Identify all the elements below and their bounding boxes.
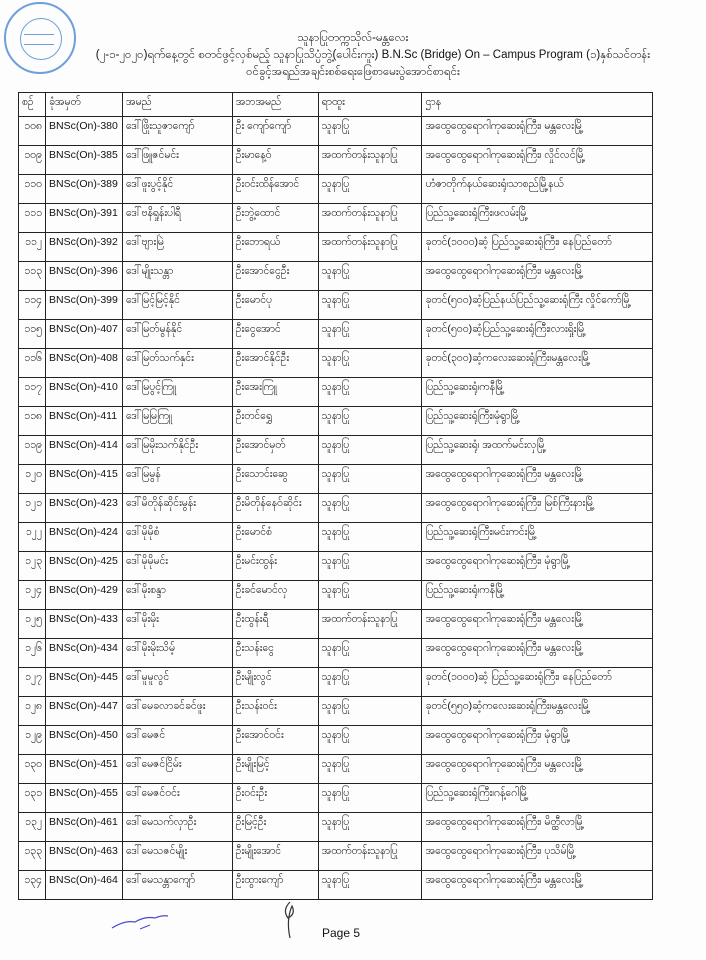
father-name: ဦးဘွဲ့ထောင်: [232, 204, 318, 233]
roll-number: BNSc(On)-463: [45, 842, 122, 871]
column-header-department: ဌာန: [422, 93, 653, 117]
table-row: [19, 552, 653, 581]
department: ပြည်သူ့ဆေးရုံကြီး၊ဖလမ်းမြို့: [422, 204, 653, 233]
table-row: [19, 581, 653, 610]
student-name: ဒေါ်ဗနိရှုန်းပါရီ: [122, 204, 232, 233]
student-name: ဒေါ်မေသက်လှာဦး: [122, 813, 232, 842]
row-number: ၁၃၂: [19, 813, 46, 842]
father-name: ဦးအေးကြူ: [232, 378, 318, 407]
results-table: [18, 92, 653, 900]
student-name: ဒေါ်မိုမိုမင်း: [122, 552, 232, 581]
table-row: [19, 204, 653, 233]
row-number: ၁၂၀: [19, 465, 46, 494]
roll-number: BNSc(On)-415: [45, 465, 122, 494]
row-number: ၁၃၁: [19, 784, 46, 813]
roll-number: BNSc(On)-424: [45, 523, 122, 552]
roll-number: BNSc(On)-451: [45, 755, 122, 784]
column-header-father-name: အဘအမည်: [232, 93, 318, 117]
row-number: ၁၂၈: [19, 697, 46, 726]
signature-center: [280, 900, 300, 940]
roll-number: BNSc(On)-399: [45, 291, 122, 320]
department: ပြည်သူ့ဆေးရုံ၊ကနီမြို့: [422, 581, 653, 610]
table-row: [19, 668, 653, 697]
position: သူနာပြု: [318, 465, 422, 494]
student-name: ဒေါ်မေခလာခင်ခင်ဖူး: [122, 697, 232, 726]
position: သူနာပြု: [318, 552, 422, 581]
student-name: ဒေါ်မြမွန်: [122, 465, 232, 494]
student-name: ဒေါ်မေဇင်: [122, 726, 232, 755]
column-header-no: စဉ်: [19, 93, 46, 117]
row-number: ၁၃၀: [19, 755, 46, 784]
table-header-row: [19, 93, 653, 117]
position: သူနာပြု: [318, 639, 422, 668]
roll-number: BNSc(On)-391: [45, 204, 122, 233]
table-row: [19, 842, 653, 871]
student-name: ဒေါ်မိုးမိုး: [122, 610, 232, 639]
table-row: [19, 146, 653, 175]
father-name: ဦးဘောရယ်: [232, 233, 318, 262]
student-name: ဒေါ်မြပွင့်ကြူ: [122, 378, 232, 407]
row-number: ၁၀၉: [19, 146, 46, 175]
department: အထွေထွေရောဂါကုဆေးရုံကြီး၊ မန္တလေးမြို့: [422, 639, 653, 668]
row-number: ၁၁၉: [19, 436, 46, 465]
position: သူနာပြု: [318, 726, 422, 755]
father-name: ဦးဝင်းထိန်အောင်: [232, 175, 318, 204]
roll-number: BNSc(On)-447: [45, 697, 122, 726]
department: ခုတင်(၅၀၀)ဆံ့ပြည်နယ်ပြည်သူ့ဆေးရုံကြီး လှိုင်ကော်မြို့: [422, 291, 653, 320]
position: သူနာပြု: [318, 436, 422, 465]
department: အထွေထွေရောဂါကုဆေးရုံကြီး၊ မန္တလေးမြို့: [422, 871, 653, 900]
table-row: [19, 320, 653, 349]
father-name: ဦးမျိုးလွင်: [232, 668, 318, 697]
department: အထွေထွေရောဂါကုဆေးရုံကြီး၊ မန္တလေးမြို့: [422, 117, 653, 146]
student-name: ဒေါ်မြတ်သက်နှင်း: [122, 349, 232, 378]
row-number: ၁၁၂: [19, 233, 46, 262]
table-row: [19, 117, 653, 146]
student-name: ဒေါ်မေသန္တာကျော်: [122, 871, 232, 900]
student-name: ဒေါ်မေဇင်ဝင်း: [122, 784, 232, 813]
father-name: ဦးထွားကျော်: [232, 871, 318, 900]
row-number: ၁၁၇: [19, 378, 46, 407]
position: သူနာပြု: [318, 349, 422, 378]
department: အထွေထွေရောဂါကုဆေးရုံကြီး၊ မန္တလေးမြို့: [422, 755, 653, 784]
roll-number: BNSc(On)-407: [45, 320, 122, 349]
signature-left: [110, 912, 170, 930]
student-name: ဒေါ်ဖြိုးသူဇာကျော်: [122, 117, 232, 146]
row-number: ၁၀၈: [19, 117, 46, 146]
student-name: ဒေါ်ဖြူဇင်မင်း: [122, 146, 232, 175]
father-name: ဦးသောင်းဆွေ: [232, 465, 318, 494]
department: ပြည်သူ့ဆေးရုံကြီး၊မုံရွာမြို့: [422, 407, 653, 436]
father-name: ဦးမင်းထွန်း: [232, 552, 318, 581]
position: သူနာပြု: [318, 581, 422, 610]
row-number: ၁၂၃: [19, 552, 46, 581]
position: သူနာပြု: [318, 407, 422, 436]
department: ပြည်သူ့ဆေးရုံကြီး၊မင်းကင်းမြို့: [422, 523, 653, 552]
department: အထွေထွေရောဂါကုဆေးရုံကြီး၊ မိတ္ထီလာမြို့: [422, 813, 653, 842]
position: သူနာပြု: [318, 523, 422, 552]
department: အထွေထွေရောဂါကုဆေးရုံကြီး၊ မန္တလေးမြို့: [422, 610, 653, 639]
student-name: ဒေါ်မေဇင်ငြိမ်း: [122, 755, 232, 784]
table-row: [19, 349, 653, 378]
roll-number: BNSc(On)-445: [45, 668, 122, 697]
row-number: ၁၂၁: [19, 494, 46, 523]
row-number: ၁၂၄: [19, 581, 46, 610]
table-row: [19, 175, 653, 204]
father-name: ဦးမာနေ့ဝ်: [232, 146, 318, 175]
father-name: ဦးမြင့်ဦး: [232, 813, 318, 842]
table-row: [19, 494, 653, 523]
department: ဟံဇာတိုက်နယ်ဆေးရုံ၊သာစည်မြို့နယ်: [422, 175, 653, 204]
position: သူနာပြု: [318, 262, 422, 291]
roll-number: BNSc(On)-385: [45, 146, 122, 175]
table-row: [19, 871, 653, 900]
row-number: ၁၃၄: [19, 871, 46, 900]
table-row: [19, 639, 653, 668]
position: အထက်တန်းသူနာပြု: [318, 610, 422, 639]
department: ခုတင်(၃၀၀)ဆံ့ကလေးဆေးရုံကြီး၊မန္တလေးမြို့: [422, 349, 653, 378]
row-number: ၁၁၄: [19, 291, 46, 320]
position: သူနာပြု: [318, 871, 422, 900]
table-row: [19, 465, 653, 494]
father-name: ဦးမိတိုန်နေဝ်ဆိုင်း: [232, 494, 318, 523]
column-header-roll-number: ခုံအမှတ်: [45, 93, 122, 117]
row-number: ၁၂၆: [19, 639, 46, 668]
position: သူနာပြု: [318, 755, 422, 784]
father-name: ဦးဝင်းဦး: [232, 784, 318, 813]
position: သူနာပြု: [318, 697, 422, 726]
position: အထက်တန်းသူနာပြု: [318, 204, 422, 233]
position: သူနာပြု: [318, 320, 422, 349]
student-name: ဒေါ်ဖူးပွင့်နိုင်: [122, 175, 232, 204]
table-row: [19, 407, 653, 436]
table-row: [19, 755, 653, 784]
row-number: ၁၁၀: [19, 175, 46, 204]
department: ခုတင်(၁၀၀၀)ဆံ့ ပြည်သူ့ဆေးရုံကြီး၊ နေပြည်တော်: [422, 233, 653, 262]
roll-number: BNSc(On)-455: [45, 784, 122, 813]
student-name: ဒေါ်မူမူလွင်: [122, 668, 232, 697]
department: အထွေထွေရောဂါကုဆေးရုံကြီး၊ မုံရွာမြို့: [422, 726, 653, 755]
student-name: ဒေါ်မိုးမိုးသိမ့်: [122, 639, 232, 668]
row-number: ၁၁၈: [19, 407, 46, 436]
department: အထွေထွေရောဂါကုဆေးရုံကြီး၊ မန္တလေးမြို့: [422, 262, 653, 291]
row-number: ၁၁၃: [19, 262, 46, 291]
table-row: [19, 436, 653, 465]
row-number: ၁၁၆: [19, 349, 46, 378]
roll-number: BNSc(On)-408: [45, 349, 122, 378]
table-row: [19, 697, 653, 726]
table-row: [19, 813, 653, 842]
row-number: ၁၂၇: [19, 668, 46, 697]
roll-number: BNSc(On)-461: [45, 813, 122, 842]
father-name: ဦးအောင်မှတ်: [232, 436, 318, 465]
father-name: ဦးငွေအောင်: [232, 320, 318, 349]
department: ပြည်သူ့ဆေးရုံ၊ အထက်မင်းလှမြို့: [422, 436, 653, 465]
department: အထွေထွေရောဂါကုဆေးရုံကြီး၊ မန္တလေးမြို့: [422, 465, 653, 494]
roll-number: BNSc(On)-396: [45, 262, 122, 291]
institution-title: သူနာပြုတက္ကသိုလ်-မန္တလေး: [297, 32, 409, 44]
father-name: ဦးမျိုးအောင်: [232, 842, 318, 871]
position: သူနာပြု: [318, 494, 422, 523]
roll-number: BNSc(On)-423: [45, 494, 122, 523]
roll-number: BNSc(On)-429: [45, 581, 122, 610]
student-name: ဒေါ်မြတ်မွန်နိုင်: [122, 320, 232, 349]
table-row: [19, 262, 653, 291]
father-name: ဦးခင်မောင်လှ: [232, 581, 318, 610]
position: သူနာပြု: [318, 291, 422, 320]
department: အထွေထွေရောဂါကုဆေးရုံကြီး၊ ပုသိမ်မြို့: [422, 842, 653, 871]
roll-number: BNSc(On)-392: [45, 233, 122, 262]
position: သူနာပြု: [318, 378, 422, 407]
student-name: ဒေါ်မိုးစန္ဒာ: [122, 581, 232, 610]
father-name: ဦးမျိုးမြင့်: [232, 755, 318, 784]
roll-number: BNSc(On)-411: [45, 407, 122, 436]
father-name: ဦးမောင်စံ: [232, 523, 318, 552]
row-number: ၁၃၃: [19, 842, 46, 871]
page-number: Page 5: [322, 926, 361, 940]
father-name: ဦးမောင်ပု: [232, 291, 318, 320]
student-name: ဒေါ်မြမြကြူ: [122, 407, 232, 436]
table-row: [19, 610, 653, 639]
row-number: ၁၁၁: [19, 204, 46, 233]
student-name: ဒေါ်ဗျားမြဲ: [122, 233, 232, 262]
position: သူနာပြု: [318, 175, 422, 204]
roll-number: BNSc(On)-410: [45, 378, 122, 407]
position: အထက်တန်းသူနာပြု: [318, 146, 422, 175]
position: အထက်တန်းသူနာပြု: [318, 233, 422, 262]
row-number: ၁၂၉: [19, 726, 46, 755]
roll-number: BNSc(On)-464: [45, 871, 122, 900]
student-name: ဒေါ်မြင့်မြင့်နိုင်: [122, 291, 232, 320]
position: သူနာပြု: [318, 784, 422, 813]
student-name: ဒေါ်မျိုးသန္တာ: [122, 262, 232, 291]
student-name: ဒေါ်မေသဇင်မျိုး: [122, 842, 232, 871]
department: အထွေထွေရောဂါကုဆေးရုံကြီး၊ မုံရွာမြို့: [422, 552, 653, 581]
roll-number: BNSc(On)-433: [45, 610, 122, 639]
roll-number: BNSc(On)-425: [45, 552, 122, 581]
father-name: ဦးသန်းငွေ: [232, 639, 318, 668]
row-number: ၁၂၅: [19, 610, 46, 639]
table-row: [19, 784, 653, 813]
department: ပြည်သူ့ဆေးရုံကြီး၊ဂန့်ဂေါမြို့: [422, 784, 653, 813]
roll-number: BNSc(On)-434: [45, 639, 122, 668]
department: ပြည်သူ့ဆေးရုံ၊ကနီမြို့: [422, 378, 653, 407]
roll-number: BNSc(On)-389: [45, 175, 122, 204]
position: သူနာပြု: [318, 813, 422, 842]
position: အထက်တန်းသူနာပြု: [318, 842, 422, 871]
department: ခုတင်(၅၅၀)ဆံ့ကလေးဆေးရုံကြီး၊မန္တလေးမြို့: [422, 697, 653, 726]
student-name: ဒေါ်မိတိုန်ဆိုင်းမွန်း: [122, 494, 232, 523]
table-row: [19, 378, 653, 407]
column-header-name: အမည်: [122, 93, 232, 117]
program-title: (၂-၁-၂၀၂၀)ရက်နေ့တွင် စတင်ဖွင့်လှစ်မည့် သူနာပြုသိပ္ပံဘွဲ့(ပေါင်းကူး) B.N.Sc (Bridge) On – Campus Program (၁)နှစ်သင်တန်း: [95, 49, 651, 61]
father-name: ဦးအောင်နိုင်ဦး: [232, 349, 318, 378]
position: သူနာပြု: [318, 668, 422, 697]
roll-number: BNSc(On)-414: [45, 436, 122, 465]
list-title: ဝင်ခွင့်အရည်အချင်းစစ်ရေးဖြေစာမေးပွဲအောင်စာရင်း: [246, 66, 460, 78]
roll-number: BNSc(On)-380: [45, 117, 122, 146]
roll-number: BNSc(On)-450: [45, 726, 122, 755]
row-number: ၁၂၂: [19, 523, 46, 552]
father-name: ဦးထွန်းရီ: [232, 610, 318, 639]
student-name: ဒေါ်မြမိုးသက်နိုင်ဦး: [122, 436, 232, 465]
father-name: ဦးတင်ရွှေ: [232, 407, 318, 436]
row-number: ၁၁၅: [19, 320, 46, 349]
father-name: ဦးသန်းဝင်း: [232, 697, 318, 726]
father-name: ဦး ကျော်ကျော်: [232, 117, 318, 146]
table-row: [19, 291, 653, 320]
department: ခုတင်(၅၀၀)ဆံ့ပြည်သူ့ဆေးရုံကြီး၊လားရှိုးမြို့: [422, 320, 653, 349]
table-row: [19, 726, 653, 755]
father-name: ဦးအောင်ဝင်း: [232, 726, 318, 755]
father-name: ဦးအောင်ငွေဦး: [232, 262, 318, 291]
department: ခုတင်(၁၀၀၀)ဆံ့ ပြည်သူ့ဆေးရုံကြီး၊ နေပြည်တော်: [422, 668, 653, 697]
column-header-position: ရာထူး: [318, 93, 422, 117]
student-name: ဒေါ်မိုမိုစံ: [122, 523, 232, 552]
table-row: [19, 233, 653, 262]
department: အထွေထွေရောဂါကုဆေးရုံကြီး၊ မြစ်ကြီးနားမြို့: [422, 494, 653, 523]
department: အထွေထွေရောဂါကုဆေးရုံကြီး၊ လှိုင်လင်မြို့: [422, 146, 653, 175]
position: သူနာပြု: [318, 117, 422, 146]
table-row: [19, 523, 653, 552]
